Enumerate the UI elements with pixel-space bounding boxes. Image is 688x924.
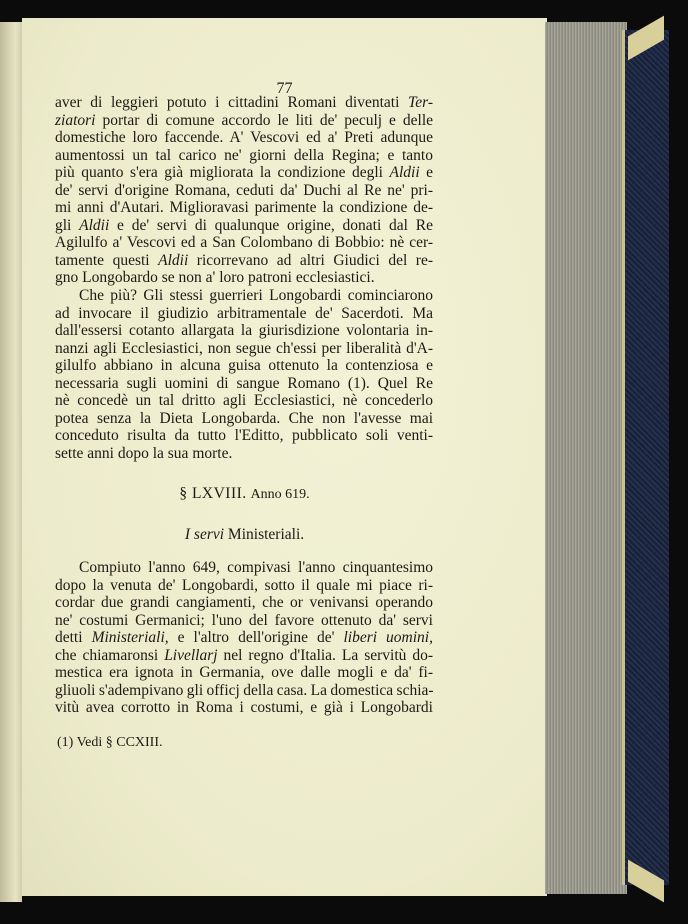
italic-text: Aldii — [158, 251, 189, 269]
text-line — [55, 340, 433, 358]
text-segment: portar di comune accordo le liti de' peculj e delle — [95, 111, 433, 129]
text-segment: che chiamaronsi — [55, 646, 165, 664]
book-cover — [622, 30, 669, 885]
paragraph-2 — [55, 287, 433, 462]
text-line — [55, 375, 433, 393]
text-segment: e l'altro dell'origine de' — [168, 629, 344, 646]
text-segment: più quanto s'era già migliorata la condizione degli — [55, 164, 390, 181]
text-line — [55, 664, 433, 682]
text-segment: nel regno d'Italia. La servitù do- — [217, 646, 434, 664]
text-segment: gno Longobardo se non a' loro patroni ecclesiastici. — [55, 269, 375, 286]
text-segment: Compiuto l'anno 649, compivasi l'anno cinquantesimo — [79, 559, 433, 576]
text-segment: aver di leggieri potuto i cittadini Romani diventati — [55, 94, 409, 111]
text-line — [55, 287, 433, 305]
text-segment: e de' servi di qualunque origine, donati dal Re — [109, 216, 433, 234]
text-line — [55, 94, 433, 112]
text-line — [55, 427, 433, 445]
text-line — [55, 392, 433, 410]
text-line — [55, 129, 433, 147]
text-line — [55, 164, 433, 182]
text-line — [55, 182, 433, 200]
italic-text: Livellarj — [164, 646, 218, 664]
text-line — [55, 629, 433, 647]
text-line — [55, 577, 433, 595]
italic-text: Aldii — [79, 216, 110, 234]
text-segment: nè concedè un tal dritto agli Ecclesiastici, nè concederlo — [55, 392, 433, 409]
text-line — [55, 410, 433, 428]
text-line — [55, 217, 433, 235]
footnote: (1) Vedi § CCXIII. — [57, 735, 163, 750]
text-segment: cordar due grandi cangiamenti, che or venivansi operando — [55, 594, 433, 611]
text-line — [55, 199, 433, 217]
text-line — [55, 445, 433, 463]
text-segment: Agilulfo a' Vescovi ed a San Colombano di Bobbio: nè cer- — [55, 234, 433, 251]
page-edges — [545, 22, 627, 894]
text-segment: aumentossi un tal carico ne' giorni della Regina; e tanto — [55, 146, 433, 164]
text-segment: mi anni d'Autari. Miglioravasi parimente la condizione de- — [55, 199, 433, 216]
page-number: 77 — [276, 80, 293, 97]
text-segment: Che più? Gli stessi guerrieri Longobardi cominciarono — [79, 287, 433, 304]
section-year: Anno 619. — [250, 487, 310, 502]
text-segment: ad invocare il giudizio arbitramentale de' Sacerdoti. Ma — [55, 304, 433, 322]
text-segment: nanzi agli Ecclesiastici, non segue ch'essi per liberalità d'A- — [55, 339, 433, 357]
text-line — [55, 252, 433, 270]
section-heading — [22, 485, 467, 503]
text-segment: conceduto risulta da tutto l'Editto, pubblicato soli venti- — [55, 427, 433, 444]
text-segment: sette anni dopo la sua morte. — [55, 444, 233, 462]
italic-text: Aldii — [389, 164, 420, 181]
text-line — [55, 112, 433, 130]
paragraph-3 — [55, 559, 433, 717]
text-segment: dall'essersi cotanto allargata la giurisdizione volontaria in- — [55, 322, 433, 339]
previous-page-edge — [0, 22, 22, 902]
text-line — [55, 594, 433, 612]
section-title — [22, 526, 467, 544]
text-line — [55, 647, 433, 665]
text-segment: e — [419, 164, 433, 181]
text-line — [55, 322, 433, 340]
text-line — [55, 357, 433, 375]
italic-text: ziatori — [55, 111, 96, 129]
text-segment: gli — [55, 216, 80, 234]
text-line — [55, 147, 433, 165]
text-line — [55, 699, 433, 717]
text-segment: tamente questi — [55, 251, 159, 269]
section-number: § LXVIII. — [179, 485, 247, 502]
text-segment: domestiche loro faccende. A' Vescovi ed a' Preti adunque — [55, 129, 433, 146]
text-segment: gilulfo abbiano in alcuna guisa ottenuto la contenziosa e — [55, 357, 433, 374]
text-line — [55, 269, 433, 287]
text-segment: de' servi d'origine Romana, ceduti da' Duchi al Re ne' pri- — [55, 181, 433, 199]
text-segment: ne' costumi Germanici; l'uno del favore ottenuto da' servi — [55, 611, 433, 629]
text-line — [55, 559, 433, 577]
text-segment: mestica era ignota in Germania, ove dalle mogli e da' fi- — [55, 664, 433, 681]
text-segment: detti — [55, 629, 92, 646]
text-segment: ricorrevano ad altri Giudici del re- — [188, 251, 433, 269]
section-title-rest: Ministeriali. — [224, 526, 305, 543]
text-segment: vitù avea corrotto in Roma i costumi, e già i Longobardi — [55, 699, 433, 716]
italic-text: liberi uomini, — [343, 629, 433, 646]
section-title-italic: I servi — [184, 526, 225, 543]
text-line — [55, 305, 433, 323]
text-segment: potea senza la Dieta Longobarda. Che non l'avesse mai — [55, 409, 433, 427]
text-line — [55, 234, 433, 252]
text-segment: necessaria sugli uomini di sangue Romano (1). Quel Re — [55, 374, 433, 392]
text-line — [55, 612, 433, 630]
italic-text: Ministeriali, — [91, 629, 169, 646]
italic-text: Ter- — [408, 94, 433, 111]
text-line — [55, 682, 433, 700]
text-segment: dopo la venuta de' Longobardi, sotto il quale mi piace ri- — [55, 576, 433, 594]
text-segment: gliuoli s'adempivano gli officj della casa. La domestica schia- — [55, 681, 434, 699]
paragraph-1 — [55, 94, 433, 287]
